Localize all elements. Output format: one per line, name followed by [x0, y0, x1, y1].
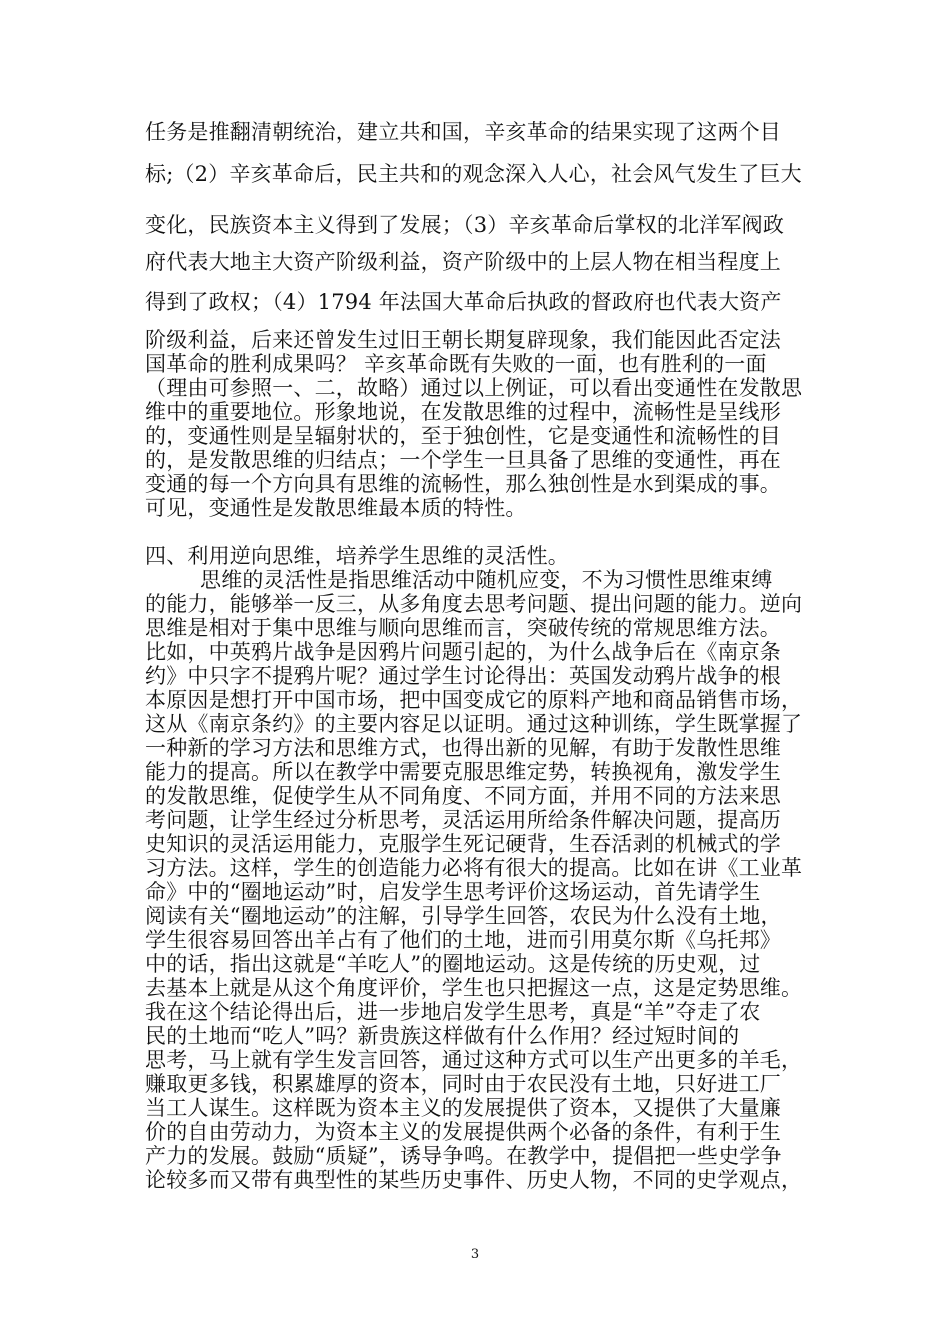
paragraph-line: 变通的每一个方向具有思维的流畅性，那么独创性是水到渠成的事。 [145, 472, 781, 496]
paragraph-line: 我在这个结论得出后，进一步地启发学生思考，真是“羊”夺走了农 [145, 1000, 761, 1024]
paragraph-line: 这从《南京条约》的主要内容足以证明。通过这种训练，学生既掌握了 [145, 712, 803, 736]
paragraph-line: 论较多而又带有典型性的某些历史事件、历史人物，不同的史学观点， [145, 1168, 803, 1192]
paragraph-line: 的，变通性则是呈辐射状的，至于独创性，它是变通性和流畅性的目 [145, 424, 781, 448]
paragraph-line: 能力的提高。所以在教学中需要克服思维定势，转换视角，激发学生 [145, 760, 781, 784]
page-number: 3 [470, 1247, 480, 1262]
paragraph-line: 学生很容易回答出羊占有了他们的土地，进而引用莫尔斯《乌托邦》 [145, 928, 781, 952]
paragraph-line: 维中的重要地位。形象地说，在发散思维的过程中，流畅性是呈线形 [145, 400, 781, 424]
paragraph-line: 的发散思维，促使学生从不同角度、不同方面，并用不同的方法来思 [145, 784, 781, 808]
paragraph-line: 去基本上就是从这个角度评价，学生也只把握这一点，这是定势思维。 [145, 976, 803, 1000]
paragraph-line: 中的话，指出这就是“羊吃人”的圈地运动。这是传统的历史观，过 [145, 952, 761, 976]
paragraph-line: 任务是推翻清朝统治，建立共和国，辛亥革命的结果实现了这两个目 [145, 120, 781, 144]
paragraph-line: 阶级利益，后来还曾发生过旧王朝长期复辟现象，我们能因此否定法 [145, 328, 781, 352]
paragraph-line: 思考，马上就有学生发言回答，通过这种方式可以生产出更多的羊毛， [145, 1048, 803, 1072]
paragraph-line: 标;（2）辛亥革命后，民主共和的观念深入人心，社会风气发生了巨大 [145, 162, 802, 186]
paragraph-line: 本原因是想打开中国市场，把中国变成它的原料产地和商品销售市场， [145, 688, 803, 712]
paragraph-line: 民的土地而“吃人”吗？新贵族这样做有什么作用？经过短时间的 [145, 1024, 740, 1048]
paragraph-line: 当工人谋生。这样既为资本主义的发展提供了资本，又提供了大量廉 [145, 1096, 781, 1120]
paragraph-line: 命》中的“圈地运动”时，启发学生思考评价这场运动，首先请学生 [145, 880, 761, 904]
paragraph-line: 产力的发展。鼓励“质疑”，诱导争鸣。在教学中，提倡把一些史学争 [145, 1144, 782, 1168]
section-heading: 四、利用逆向思维，培养学生思维的灵活性。 [145, 544, 569, 568]
paragraph-line: 的能力，能够举一反三，从多角度去思考问题、提出问题的能力。逆向 [145, 592, 803, 616]
paragraph-line: 思维是相对于集中思维与顺向思维而言，突破传统的常规思维方法。 [145, 616, 781, 640]
paragraph-line: 约》中只字不提鸦片呢？通过学生讨论得出：英国发动鸦片战争的根 [145, 664, 781, 688]
paragraph-line: 史知识的灵活运用能力，克服学生死记硬背，生吞活剥的机械式的学 [145, 832, 781, 856]
paragraph-line: 思维的灵活性是指思维活动中随机应变，不为习惯性思维束缚 [145, 568, 773, 592]
paragraph-line: 习方法。这样，学生的创造能力必将有很大的提高。比如在讲《工业革 [145, 856, 803, 880]
paragraph-line: 得到了政权；（4）1794 年法国大革命后执政的督政府也代表大资产 [145, 290, 782, 314]
paragraph-line: 赚取更多钱，积累雄厚的资本，同时由于农民没有土地，只好进工厂 [145, 1072, 781, 1096]
paragraph-line: 国革命的胜利成果吗？ 辛亥革命既有失败的一面，也有胜利的一面 [145, 352, 767, 376]
paragraph-line: （理由可参照一、二，故略）通过以上例证，可以看出变通性在发散思 [145, 376, 803, 400]
paragraph-line: 考问题，让学生经过分析思考，灵活运用所给条件解决问题，提高历 [145, 808, 781, 832]
paragraph-line: 阅读有关“圈地运动”的注解，引导学生回答，农民为什么没有土地， [145, 904, 782, 928]
paragraph-line: 一种新的学习方法和思维方式，也得出新的见解，有助于发散性思维 [145, 736, 781, 760]
paragraph-line: 比如，中英鸦片战争是因鸦片问题引起的，为什么战争后在《南京条 [145, 640, 781, 664]
paragraph-line: 变化，民族资本主义得到了发展；（3）辛亥革命后掌权的北洋军阀政 [145, 213, 785, 237]
paragraph-line: 可见，变通性是发散思维最本质的特性。 [145, 496, 527, 520]
paragraph-line: 价的自由劳动力，为资本主义的发展提供两个必备的条件，有利于生 [145, 1120, 781, 1144]
paragraph-line: 府代表大地主大资产阶级利益，资产阶级中的上层人物在相当程度上 [145, 250, 781, 274]
paragraph-line: 的，是发散思维的归结点；一个学生一旦具备了思维的变通性，再在 [145, 448, 781, 472]
